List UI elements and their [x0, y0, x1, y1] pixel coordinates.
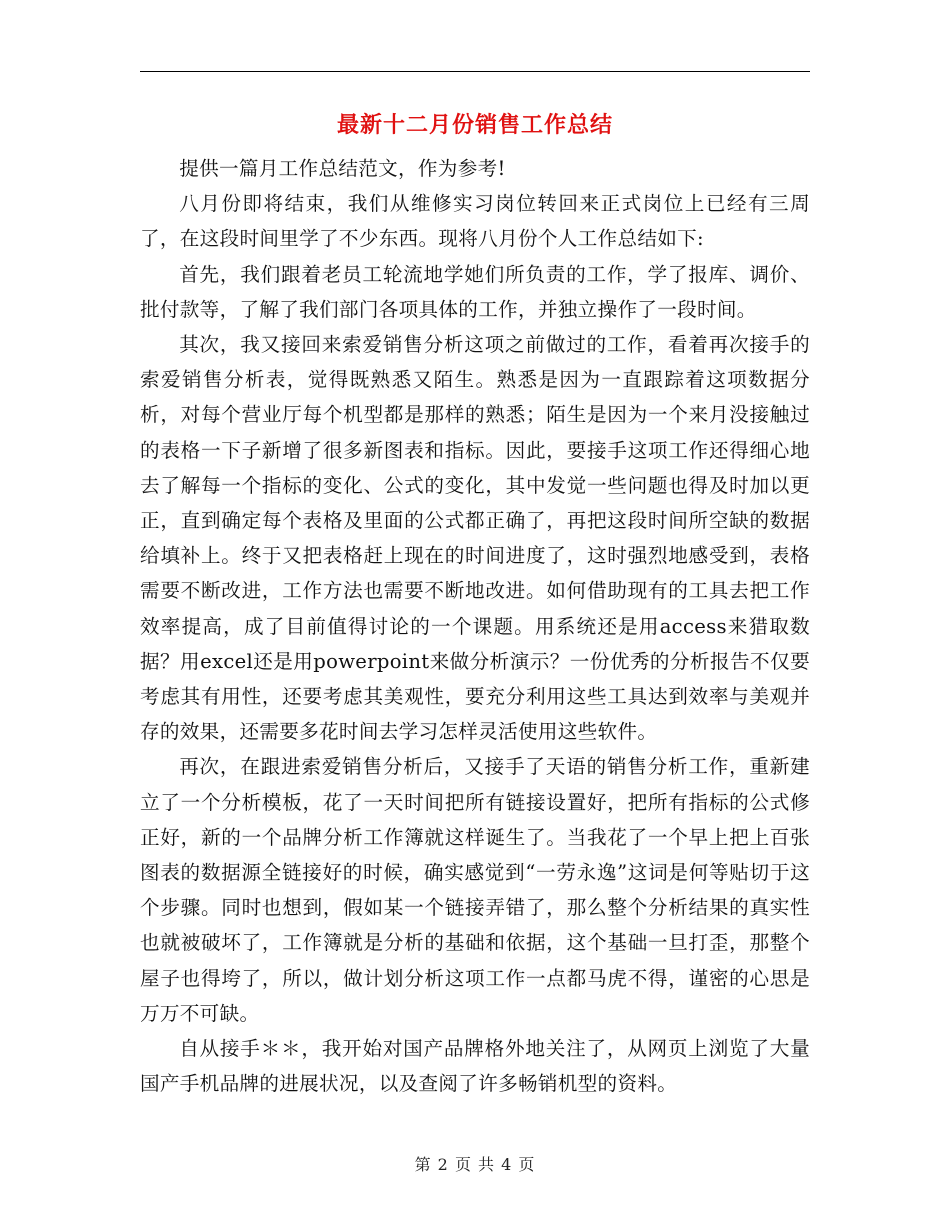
paragraph: 自从接手＊＊，我开始对国产品牌格外地关注了，从网页上浏览了大量国产手机品牌的进展状况，以及查阅了许多畅销机型的资料。 [140, 1037, 810, 1096]
paragraph: 其次，我又接回来索爱销售分析这项之前做过的工作，看着再次接手的索爱销售分析表，觉得既熟悉又陌生。熟悉是因为一直跟踪着这项数据分析，对每个营业厅每个机型都是那样的熟悉；陌生是因为一个来月没接触过的表格一下子新增了很多新图表和指标。因此，要接手这项工作还得细心地去了解每一个指标的变化、公式的变化，其中发觉一些问题也得及时加以更正，直到确定每个表格及里面的公式都正确了，再把这段时间所空缺的数据给填补上。终于又把表格赶上现在的时间进度了，这时强烈地感受到，表格需要不断改进，工作方法也需要不断地改进。如何借助现有的工具去把工作效率提高，成了目前值得讨论的一个课题。用系统还是用access来猎取数据？用excel还是用powerpoint来做分析演示？一份优秀的分析报告不仅要考虑其有用性，还要考虑其美观性，要充分利用这些工具达到效率与美观并存的效果，还需要多花时间去学习怎样灵活使用这些软件。 [140, 333, 810, 744]
document-body [140, 151, 810, 1101]
document-title: 最新十二月份销售工作总结 [336, 112, 613, 138]
paragraph: 首先，我们跟着老员工轮流地学她们所负责的工作，学了报库、调价、批付款等，了解了我们部门各项具体的工作，并独立操作了一段时间。 [140, 262, 810, 321]
paragraph: 再次，在跟进索爱销售分析后，又接手了天语的销售分析工作，重新建立了一个分析模板，花了一天时间把所有链接设置好，把所有指标的公式修正好，新的一个品牌分析工作簿就这样诞生了。当我花了一个早上把上百张图表的数据源全链接好的时候，确实感觉到“一劳永逸”这词是何等贴切于这个步骤。同时也想到，假如某一个链接弄错了，那么整个分析结果的真实性也就被破坏了，工作簿就是分析的基础和依据，这个基础一旦打歪，那整个屋子也得垮了，所以，做计划分析这项工作一点都马虎不得，谨密的心思是万万不可缺。 [140, 755, 810, 1025]
paragraph: 提供一篇月工作总结范文，作为参考! [179, 157, 506, 180]
paragraph: 八月份即将结束，我们从维修实习岗位转回来正式岗位上已经有三周了，在这段时间里学了不少东西。现将八月份个人工作总结如下: [140, 192, 810, 251]
page-number-footer: 第 2 页 共 4 页 [414, 1155, 536, 1174]
header-rule [140, 71, 810, 72]
